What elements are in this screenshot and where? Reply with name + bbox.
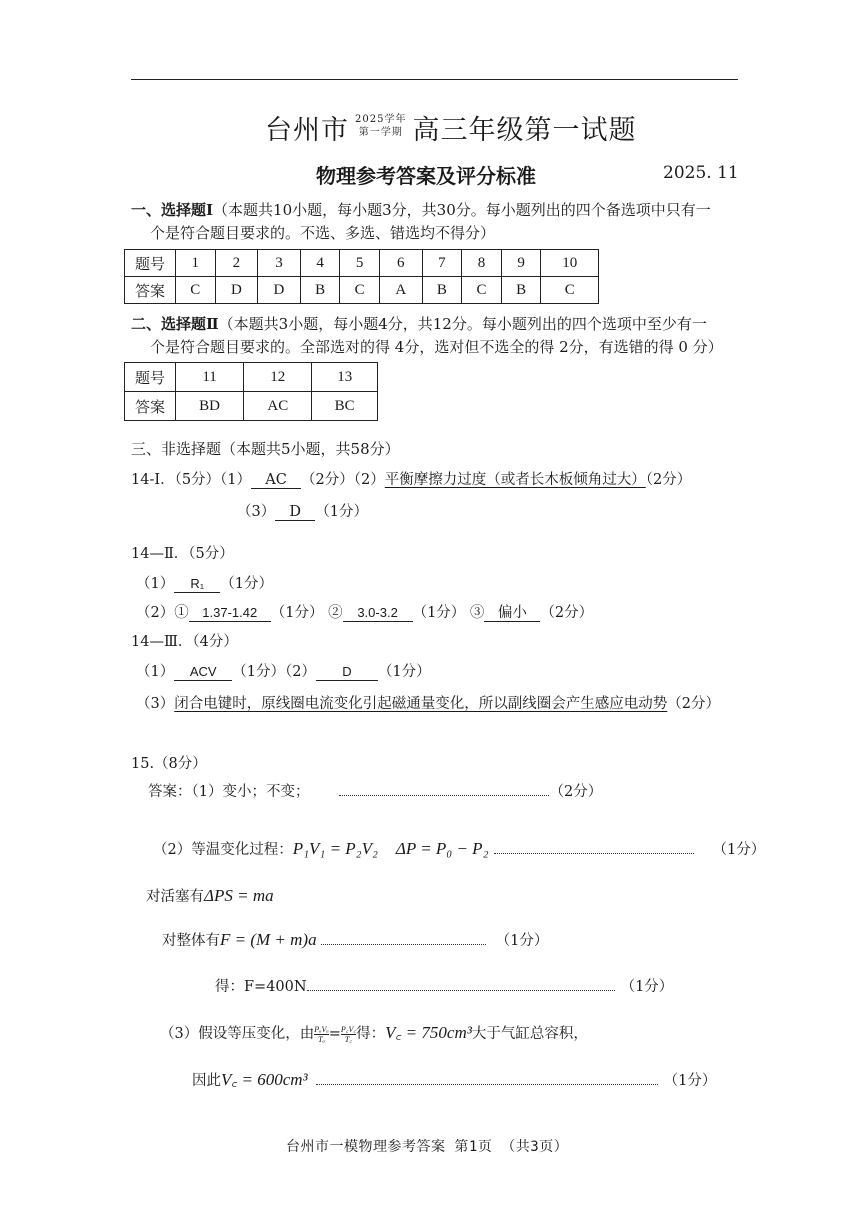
section1-desc: 个是符合题目要求的。不选、多选、错选均不得分） (150, 224, 496, 242)
q14-1-line1: 14-Ⅰ．（5分）（1） AC （2分）（2）平衡摩擦力过度（或者长木板倾角过大）（2分） (131, 472, 692, 488)
table-cell: BC (312, 392, 378, 421)
section2-desc: 个是符合题目要求的。全部选对的得 4分，选对但不选全的得 2分，有选错的得 0 分） (150, 338, 723, 356)
term-superscript: 2025学年 第一学期 (355, 113, 407, 138)
table-header-cell: 题号 (125, 363, 176, 392)
table-cell: 6 (379, 250, 422, 277)
page-title: 台州市 2025学年 第一学期 高三年级第一试题 (265, 113, 637, 146)
table-cell: B (501, 277, 541, 304)
table-header-cell: 答案 (125, 277, 176, 304)
page-subtitle: 物理参考答案及评分标准 (316, 164, 536, 188)
q14-1-line2: （3） D （1分） (237, 504, 368, 520)
fraction-c: $\frac{P꜀V꜀}{T꜀}$ (340, 1024, 357, 1044)
table-cell: 1 (176, 250, 216, 277)
table-cell: B (300, 277, 340, 304)
table-cell: C (340, 277, 380, 304)
table-cell: 10 (541, 250, 599, 277)
table-cell: C (541, 277, 599, 304)
table-cell: 7 (422, 250, 462, 277)
table-cell: BD (176, 392, 244, 421)
q15-line4: 对整体有F = (M + m)a （1分） (162, 930, 549, 949)
table-cell: C (462, 277, 502, 304)
table-cell: AC (244, 392, 312, 421)
fraction-a: $\frac{\text{PₐVₐ}}{\text{Tₐ}}$ (314, 1024, 329, 1044)
table-cell: 8 (462, 250, 502, 277)
section1-heading: 一、选择题Ⅰ（本题共10小题，每小题3分，共30分。每小题列出的四个备选项中只有一 (131, 201, 711, 219)
q15-line2: （2）等温变化过程：P₁V₁ = P₂V₂ ΔP = P₀ − P₂ （1分） (153, 839, 766, 858)
table-cell: D (215, 277, 258, 304)
page-footer: 台州市一模物理参考答案 第1页 （共3页） (286, 1139, 569, 1155)
exam-date: 2025. 11 (663, 163, 739, 183)
table-cell: B (422, 277, 462, 304)
q14-2-head: 14—Ⅱ．（5分） (131, 546, 234, 562)
section3-heading: 三、非选择题（本题共5小题，共58分） (131, 440, 400, 458)
q15-head: 15.（8分） (131, 756, 207, 772)
table-cell: 4 (300, 250, 340, 277)
q14-3-line2: （3）闭合电键时，原线圈电流变化引起磁通量变化，所以副线圈会产生感应电动势（2分） (136, 696, 720, 712)
section2-answer-table (124, 362, 378, 421)
table-header-cell: 答案 (125, 392, 176, 421)
table-cell: 11 (176, 363, 244, 392)
table-cell: D (258, 277, 301, 304)
table-header-cell: 题号 (125, 250, 176, 277)
q15-line6: （3）假设等压变化，由 $\frac{\text{PₐVₐ}}{\text{Tₐ}}$ = $\frac{P꜀V꜀}{T꜀}$ 得：V꜀ = 750cm³大于气缸总容积， (160, 1023, 588, 1044)
q14-2-line2: （2）① 1.37-1.42 （1分） ② 3.0-3.2 （1分） ③ 偏小 （2分） (136, 605, 594, 621)
table-cell: 13 (312, 363, 378, 392)
table-cell: 3 (258, 250, 301, 277)
table-cell: 5 (340, 250, 380, 277)
q15-line1: 答案：（1）变小；不变； （2分） (148, 784, 603, 800)
table-cell: 9 (501, 250, 541, 277)
table-cell: A (379, 277, 422, 304)
q15-line5: 得：F=400N （1分） (215, 979, 674, 995)
q15-line3: 对活塞有ΔPS = ma (146, 886, 274, 905)
q14-2-line1: （1） R₁ （1分） (136, 576, 273, 592)
q15-line7: 因此V꜀ = 600cm³ （1分） (192, 1070, 717, 1089)
section1-answer-table (124, 249, 599, 304)
table-cell: C (176, 277, 216, 304)
section2-heading: 二、选择题Ⅱ（本题共3小题，每小题4分，共12分。每小题列出的四个选项中至少有一 (131, 315, 707, 333)
top-rule (131, 79, 738, 80)
q14-3-line1: （1） ACV （1分）（2） D （1分） (136, 664, 431, 680)
table-cell: 2 (215, 250, 258, 277)
table-cell: 12 (244, 363, 312, 392)
q14-3-head: 14—Ⅲ．（4分） (131, 634, 238, 650)
